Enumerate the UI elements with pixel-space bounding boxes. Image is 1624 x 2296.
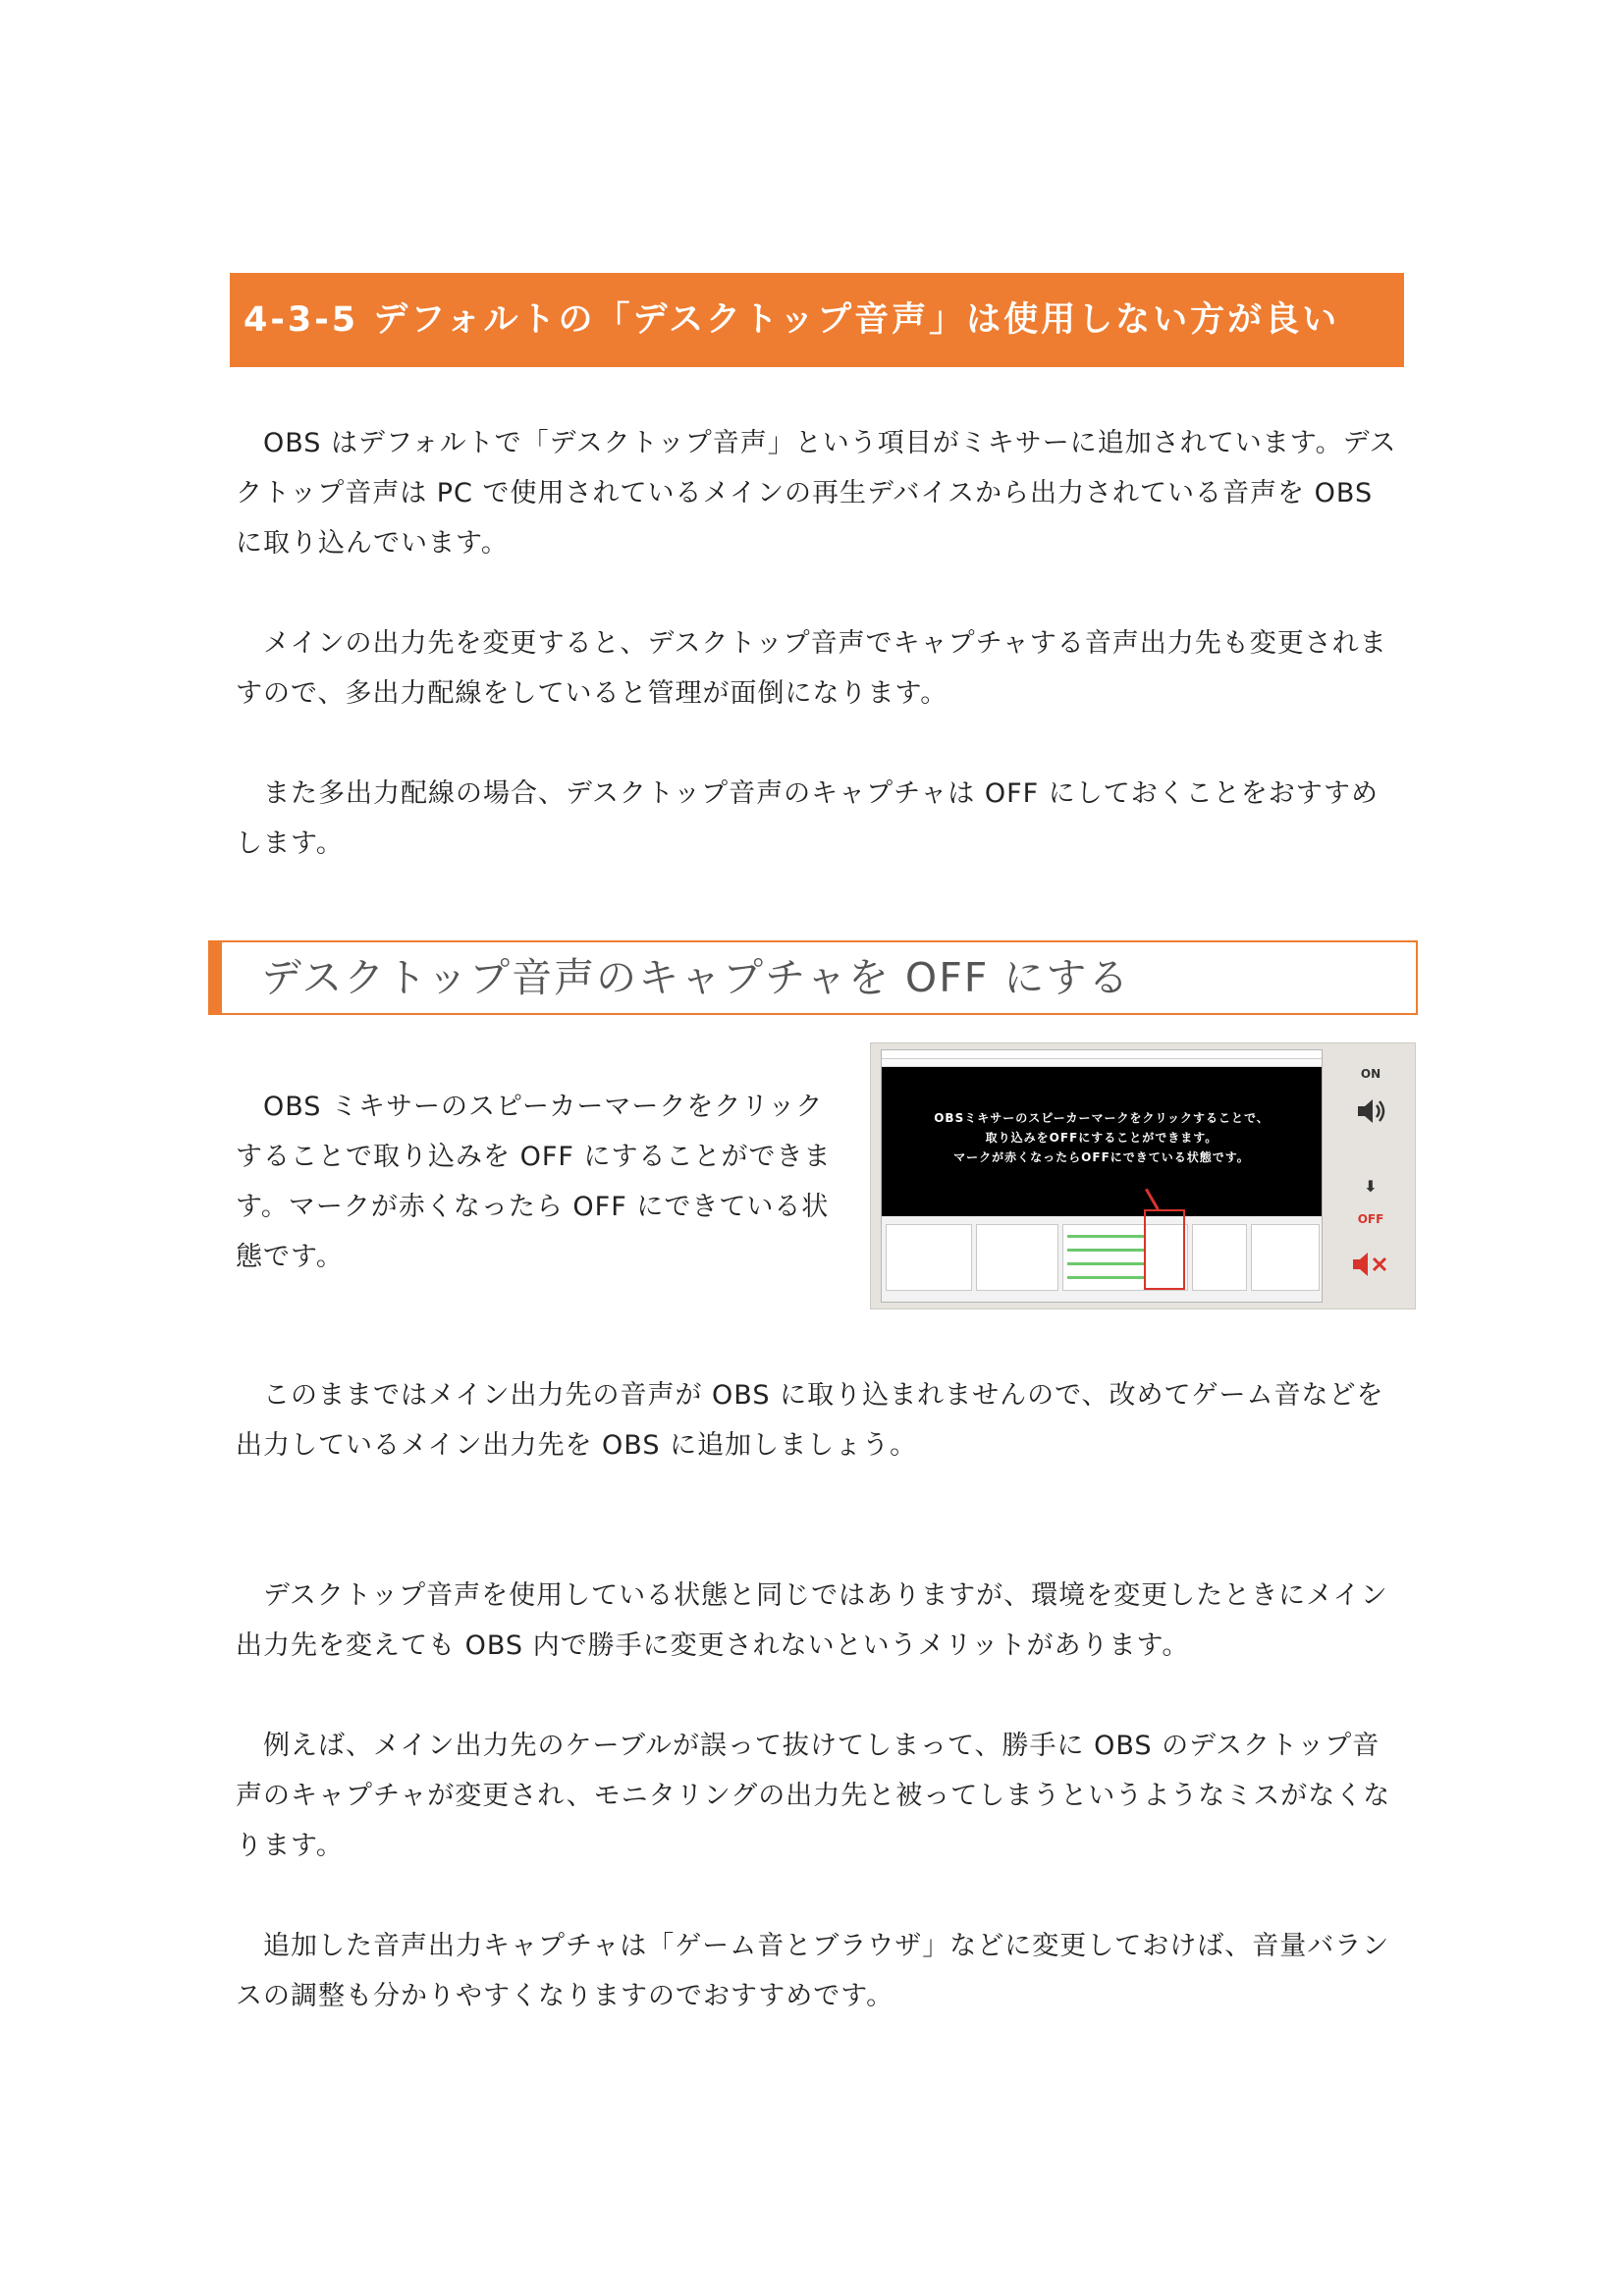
section-title: 4-3-5 デフォルトの「デスクトップ音声」は使用しない方が良い [230,273,1404,367]
sources-panel [976,1224,1058,1291]
obs-menubar [882,1059,1322,1067]
controls-panel [1251,1224,1320,1291]
paragraph-add-main-output: このままではメイン出力先の音声が OBS に取り込まれませんので、改めてゲーム音などを出力しているメイン出力先を OBS に追加しましょう。 [236,1380,1384,1461]
on-off-legend [1326,1043,1415,1308]
paragraph-intro: OBS はデフォルトで「デスクトップ音声」という項目がミキサーに追加されています。デスクトップ音声は PC で使用されているメインの再生デバイスから出力されている音声を OBS に取り込んでいます。 [236,428,1397,559]
obs-window [881,1049,1323,1303]
obs-titlebar [882,1050,1322,1059]
mixer-meter [1067,1235,1144,1238]
on-label: ON [1360,1067,1381,1081]
mixer-meter [1067,1276,1144,1279]
obs-screenshot [870,1042,1416,1309]
paragraph-rename-tip: 追加した音声出力キャプチャは「ゲーム音とブラウザ」などに変更しておけば、音量バランスの調整も分かりやすくなりますのでおすすめです。 [236,1931,1390,2011]
caption-line-3: マークが赤くなったらOFFにできている状態です。 [953,1150,1250,1164]
speaker-highlight-box [1144,1209,1185,1290]
paragraph-recommend-off: また多出力配線の場合、デスクトップ音声のキャプチャは OFF にしておくことをおすすめします。 [236,778,1380,859]
speaker-muted-icon [1350,1248,1389,1281]
mixer-meter [1067,1262,1144,1265]
speaker-icon [1355,1095,1388,1128]
paragraph-speaker-instructions: OBS ミキサーのスピーカーマークをクリックすることで取り込みを OFF にすることができます。マークが赤くなったら OFF にできている状態です。 [236,1092,832,1272]
obs-docks [882,1218,1322,1302]
down-arrow-icon: ⬇ [1364,1177,1378,1196]
scenes-panel [886,1224,972,1291]
obs-preview [882,1067,1322,1216]
transitions-panel [1192,1224,1247,1291]
paragraph-output-change: メインの出力先を変更すると、デスクトップ音声でキャプチャする音声出力先も変更されますので、多出力配線をしていると管理が面倒になります。 [236,628,1387,709]
mixer-meter [1067,1249,1144,1252]
paragraph-example: 例えば、メイン出力先のケーブルが誤って抜けてしまって、勝手に OBS のデスクトップ音声のキャプチャが変更され、モニタリングの出力先と被ってしまうというようなミスがなくなります。 [236,1731,1391,1861]
caption-line-2: 取り込みをOFFにすることができます。 [985,1131,1218,1145]
off-label: OFF [1357,1212,1384,1226]
caption-line-1: OBSミキサーのスピーカーマークをクリックすることで、 [934,1111,1270,1125]
subheading: デスクトップ音声のキャプチャを OFF にする [208,940,1418,1015]
paragraph-merit: デスクトップ音声を使用している状態と同じではありますが、環境を変更したときにメイン出力先を変えても OBS 内で勝手に変更されないというメリットがあります。 [236,1580,1388,1661]
